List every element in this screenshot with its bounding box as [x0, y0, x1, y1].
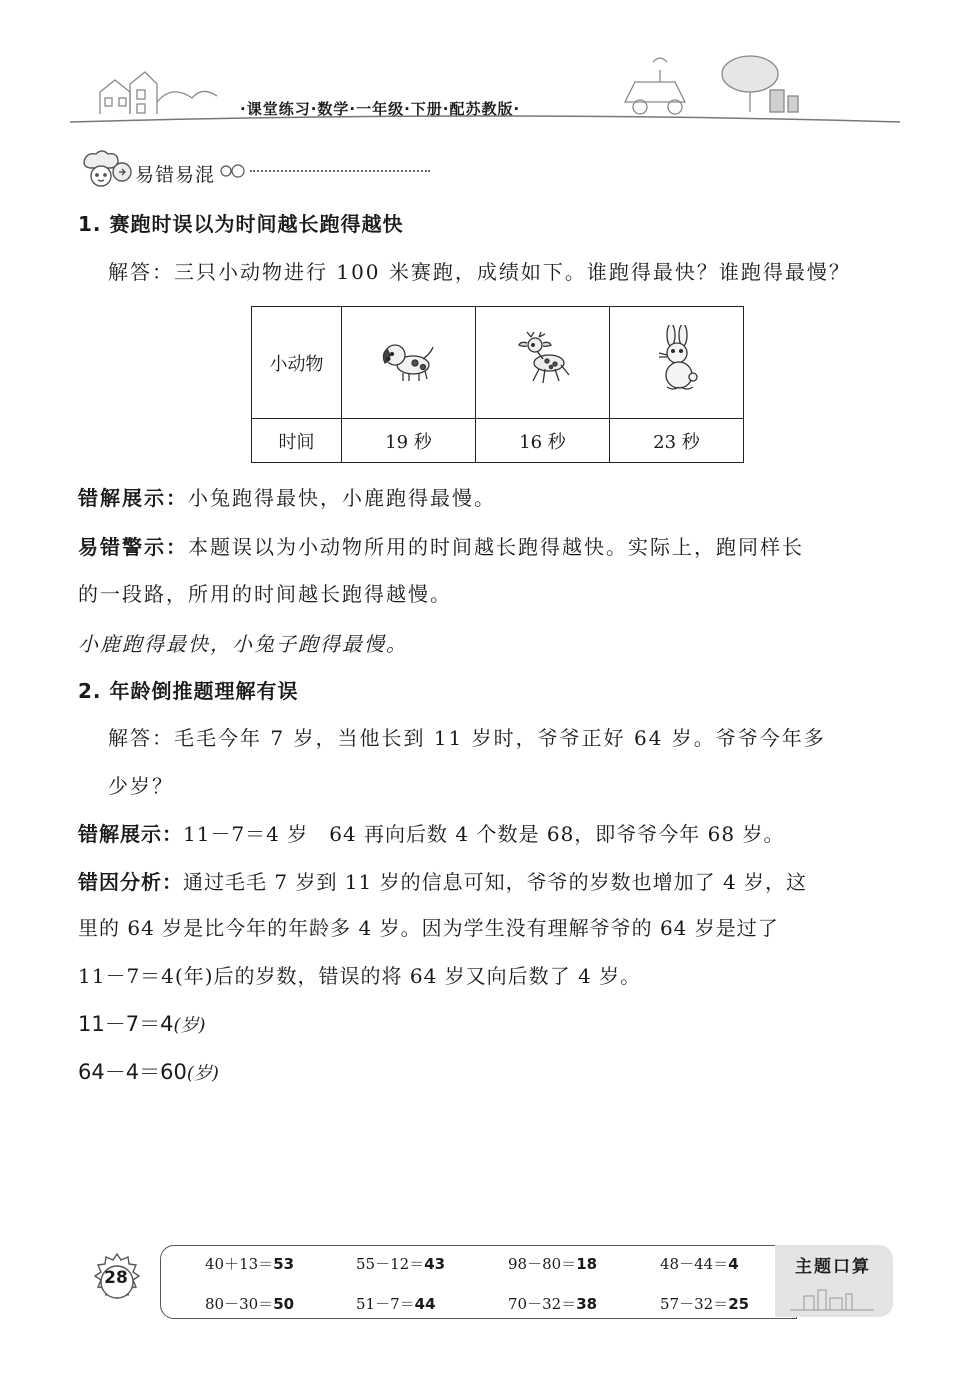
problem2-wrong-solution — [78, 820, 784, 848]
problem1-question: 解答：三只小动物进行 100 米赛跑，成绩如下。谁跑得最快？谁跑得最慢？ — [108, 260, 851, 284]
problem2-question-line1: 解答：毛毛今年 7 岁，当他长到 11 岁时，爷爷正好 64 岁。爷爷今年多 — [108, 726, 826, 750]
answer-line1 — [78, 1010, 206, 1040]
calc-item — [508, 1253, 597, 1274]
warning-text-line1: 本题误以为小动物所用的时间越长跑得越快。实际上，跑同样长 — [188, 535, 804, 559]
calc-question: 40＋13＝ — [205, 1255, 274, 1273]
calc-answer: 38 — [576, 1295, 598, 1313]
row1-label: 小动物 — [252, 307, 342, 419]
calc-item — [356, 1293, 436, 1314]
calc-answer: 25 — [728, 1295, 750, 1313]
skyline-decoration — [790, 1282, 874, 1312]
rabbit-cell — [610, 307, 744, 419]
wrong-solution-text: 11－7＝4 岁 64 再向后数 4 个数是 68，即爷爷今年 68 岁。 — [183, 822, 785, 846]
calc-item — [205, 1293, 294, 1314]
section-divider — [250, 170, 430, 172]
answer-expression: 11－7＝4 — [78, 1012, 174, 1036]
answer-expression: 64－4＝60 — [78, 1060, 187, 1084]
deer-time: 16 秒 — [476, 419, 610, 463]
calc-question: 48－44＝ — [660, 1255, 729, 1273]
deer-icon — [511, 331, 575, 389]
calc-question: 70－32＝ — [508, 1295, 577, 1313]
analysis-label: 错因分析： — [78, 870, 183, 894]
dog-icon — [379, 335, 439, 385]
problem2-question-line2: 少岁？ — [108, 774, 174, 798]
page-number: 28 — [104, 1268, 128, 1288]
header-title: ·课堂练习·数学·一年级·下册·配苏教版· — [240, 100, 521, 118]
calc-item — [508, 1293, 597, 1314]
problem2-analysis — [78, 868, 807, 896]
calc-question: 55－12＝ — [356, 1255, 425, 1273]
race-results-table — [251, 306, 744, 463]
mental-math-tab-label: 主题口算 — [795, 1257, 871, 1277]
calc-question: 98－80＝ — [508, 1255, 577, 1273]
answer-unit: (岁) — [186, 1063, 219, 1084]
table-row — [252, 419, 744, 463]
problem1-heading: 1. 赛跑时误以为时间越长跑得越快 — [78, 212, 404, 236]
calc-item — [356, 1253, 445, 1274]
chef-mascot-icon — [78, 148, 134, 190]
calc-item — [660, 1253, 739, 1274]
rabbit-time: 23 秒 — [610, 419, 744, 463]
wrong-solution-text: 小兔跑得最快，小鹿跑得最慢。 — [188, 486, 496, 510]
table-row — [252, 307, 744, 419]
header-curve-line — [70, 114, 900, 128]
analysis-text-line1: 通过毛毛 7 岁到 11 岁的信息可知，爷爷的岁数也增加了 4 岁，这 — [183, 870, 808, 894]
calc-answer: 50 — [273, 1295, 295, 1313]
warning-text-line2: 的一段路，所用的时间越长跑得越慢。 — [78, 582, 452, 606]
calc-question: 51－7＝ — [356, 1295, 415, 1313]
warning-label: 易错警示： — [78, 535, 188, 559]
wrong-solution-label: 错解展示： — [78, 486, 188, 510]
dog-time: 19 秒 — [342, 419, 476, 463]
problem1-wrong-solution — [78, 484, 496, 512]
row2-label: 时间 — [252, 419, 342, 463]
analysis-text-line3: 11－7＝4(年)后的岁数，错误的将 64 岁又向后数了 4 岁。 — [78, 964, 642, 988]
header-town-illustration — [95, 62, 225, 120]
rabbit-icon — [649, 325, 705, 395]
dog-cell — [342, 307, 476, 419]
problem2-heading: 2. 年龄倒推题理解有误 — [78, 679, 299, 703]
calc-item — [205, 1253, 294, 1274]
calc-answer: 43 — [424, 1255, 446, 1273]
calc-answer: 44 — [414, 1295, 436, 1313]
calc-answer: 53 — [273, 1255, 295, 1273]
section-tag: 易错易混 — [135, 164, 216, 186]
calc-question: 80－30＝ — [205, 1295, 274, 1313]
calc-answer: 4 — [728, 1255, 739, 1273]
calc-question: 57－32＝ — [660, 1295, 729, 1313]
calc-answer: 18 — [576, 1255, 598, 1273]
calc-item — [660, 1293, 749, 1314]
problem1-warning — [78, 533, 804, 561]
header-car-tree-illustration — [605, 52, 835, 120]
answer-line2 — [78, 1058, 219, 1088]
answer-unit: (岁) — [173, 1015, 206, 1036]
wrong-solution-label: 错解展示： — [78, 822, 183, 846]
problem1-answer: 小鹿跑得最快，小兔子跑得最慢。 — [78, 632, 408, 656]
deer-cell — [476, 307, 610, 419]
analysis-text-line2: 里的 64 岁是比今年的年龄多 4 岁。因为学生没有理解爷爷的 64 岁是过了 — [78, 916, 779, 940]
